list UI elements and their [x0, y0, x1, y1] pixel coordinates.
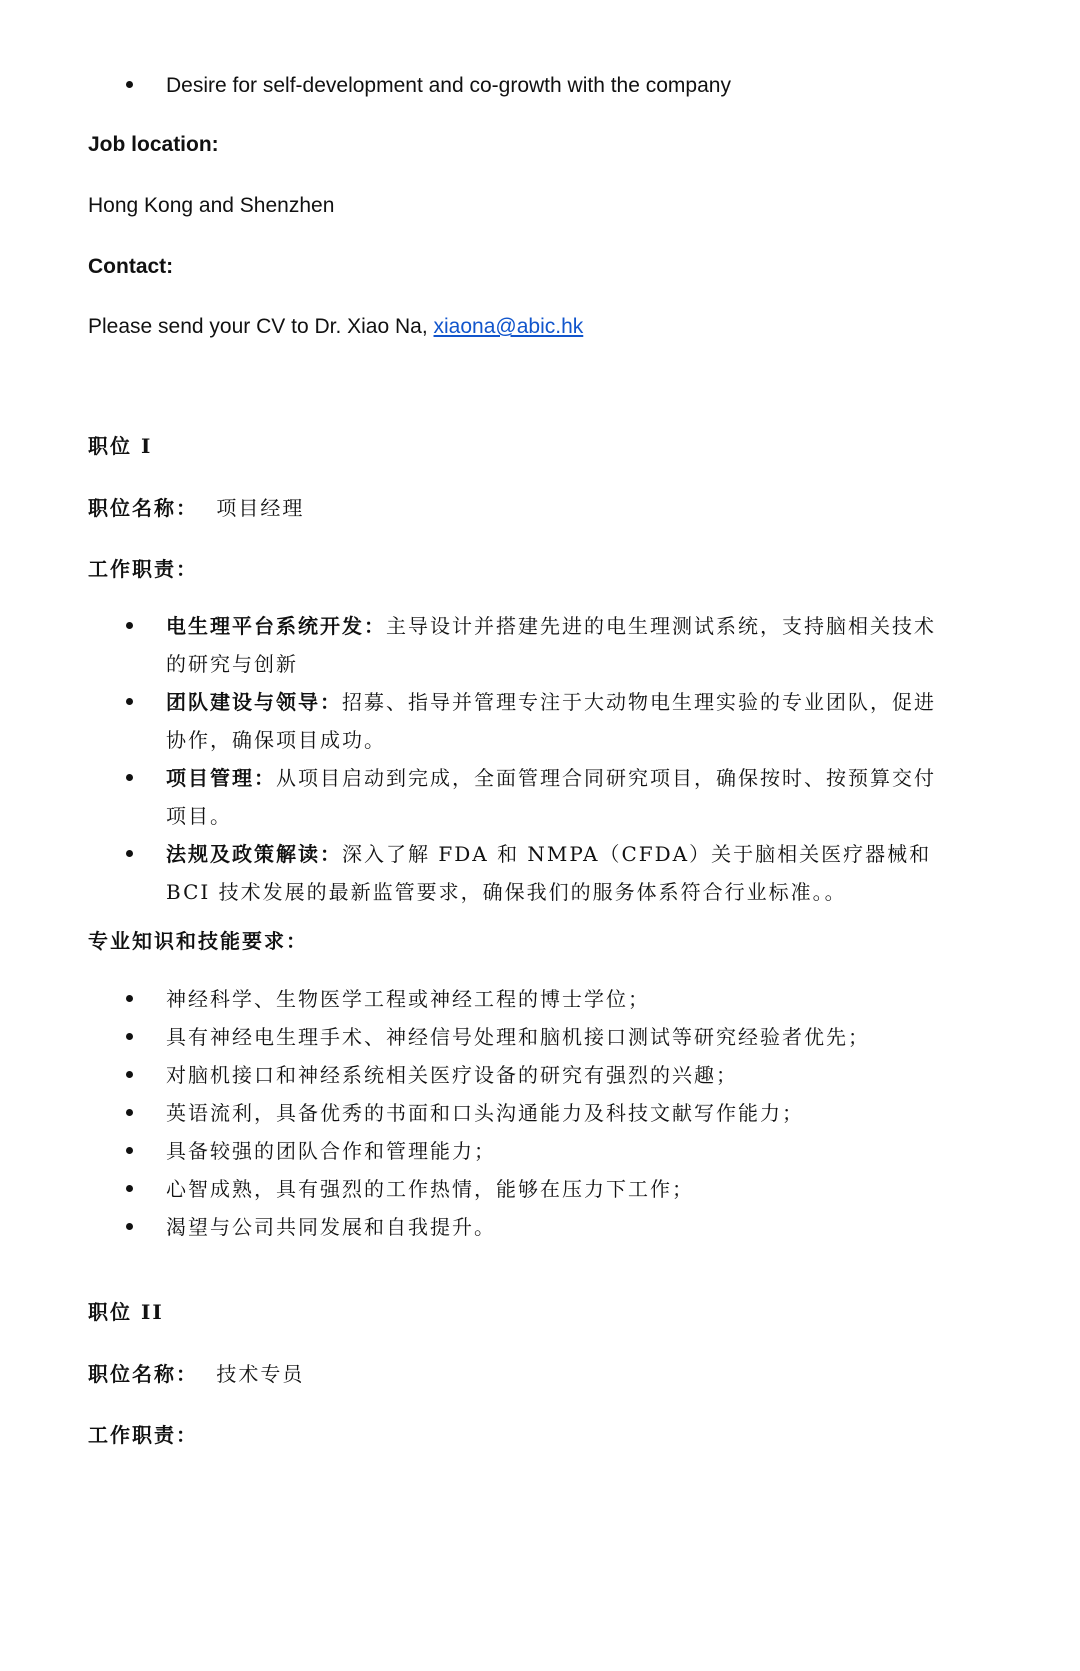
position-title-label: 职位名称：	[88, 496, 198, 520]
position-title-value: 项目经理	[216, 496, 305, 520]
duty-text: 深入了解 FDA 和 NMPA（CFDA）关于脑相关医疗器械和 BCI 技术发展的最新监管要求，确保我们的服务体系符合行业标准。。	[166, 842, 932, 904]
skill-item	[0, 1094, 946, 1132]
skill-item	[0, 980, 946, 1018]
duty-item	[0, 607, 946, 683]
bullet-icon	[126, 698, 133, 705]
duty-label: 团队建设与领导：	[166, 690, 342, 714]
duty-label: 电生理平台系统开发：	[166, 614, 386, 638]
skill-item	[0, 1132, 946, 1170]
email-link[interactable]: xiaona@abic.hk	[433, 315, 584, 338]
list-item-text: Desire for self-development and co-growth with the company	[166, 74, 731, 97]
skills-list	[0, 980, 1080, 1246]
skill-text: 心智成熟，具有强烈的工作热情，能够在压力下工作；	[166, 1177, 694, 1201]
skill-text: 渴望与公司共同发展和自我提升。	[166, 1215, 496, 1239]
top-bullet-list	[0, 70, 1080, 102]
bullet-icon	[126, 995, 133, 1002]
list-item	[0, 70, 946, 102]
job-location-value: Hong Kong and Shenzhen	[88, 194, 335, 217]
contact-line	[88, 315, 583, 339]
contact-heading: Contact:	[88, 255, 174, 278]
duty-text: 从项目启动到完成，全面管理合同研究项目，确保按时、按预算交付项目。	[166, 766, 936, 828]
skill-item	[0, 1056, 946, 1094]
skill-text: 具备较强的团队合作和管理能力；	[166, 1139, 496, 1163]
bullet-icon	[126, 81, 133, 88]
bullet-icon	[126, 1033, 133, 1040]
duty-item	[0, 759, 946, 835]
position-1-title-line	[88, 492, 304, 521]
position-2-title-line	[88, 1358, 304, 1387]
bullet-icon	[126, 1223, 133, 1230]
position-title-label: 职位名称：	[88, 1362, 198, 1386]
skill-item	[0, 1170, 946, 1208]
skills-heading: 专业知识和技能要求：	[88, 929, 308, 953]
bullet-icon	[126, 1071, 133, 1078]
skill-item	[0, 1018, 946, 1056]
duty-text: 主导设计并搭建先进的电生理测试系统，支持脑相关技术的研究与创新	[166, 614, 936, 676]
skill-text: 对脑机接口和神经系统相关医疗设备的研究有强烈的兴趣；	[166, 1063, 738, 1087]
skill-text: 具有神经电生理手术、神经信号处理和脑机接口测试等研究经验者优先；	[166, 1025, 870, 1049]
bullet-icon	[126, 622, 133, 629]
position-title-value: 技术专员	[216, 1362, 305, 1386]
bullet-icon	[126, 774, 133, 781]
duty-item	[0, 683, 946, 759]
bullet-icon	[126, 1147, 133, 1154]
position-1-heading: 职位 I	[88, 434, 153, 458]
skill-text: 神经科学、生物医学工程或神经工程的博士学位；	[166, 987, 650, 1011]
skill-item	[0, 1208, 946, 1246]
duties-list	[0, 607, 1080, 911]
duties-heading: 工作职责：	[88, 1423, 198, 1447]
skill-text: 英语流利，具备优秀的书面和口头沟通能力及科技文献写作能力；	[166, 1101, 804, 1125]
contact-text: Please send your CV to Dr. Xiao Na,	[88, 315, 434, 338]
bullet-icon	[126, 1185, 133, 1192]
job-location-heading: Job location:	[88, 133, 219, 156]
bullet-icon	[126, 850, 133, 857]
duties-heading: 工作职责：	[88, 557, 198, 581]
duty-label: 法规及政策解读：	[166, 842, 342, 866]
duty-text: 招募、指导并管理专注于大动物电生理实验的专业团队，促进协作，确保项目成功。	[166, 690, 936, 752]
bullet-icon	[126, 1109, 133, 1116]
duty-item	[0, 835, 946, 911]
duty-label: 项目管理：	[166, 766, 276, 790]
position-2-heading: 职位 II	[88, 1300, 164, 1324]
